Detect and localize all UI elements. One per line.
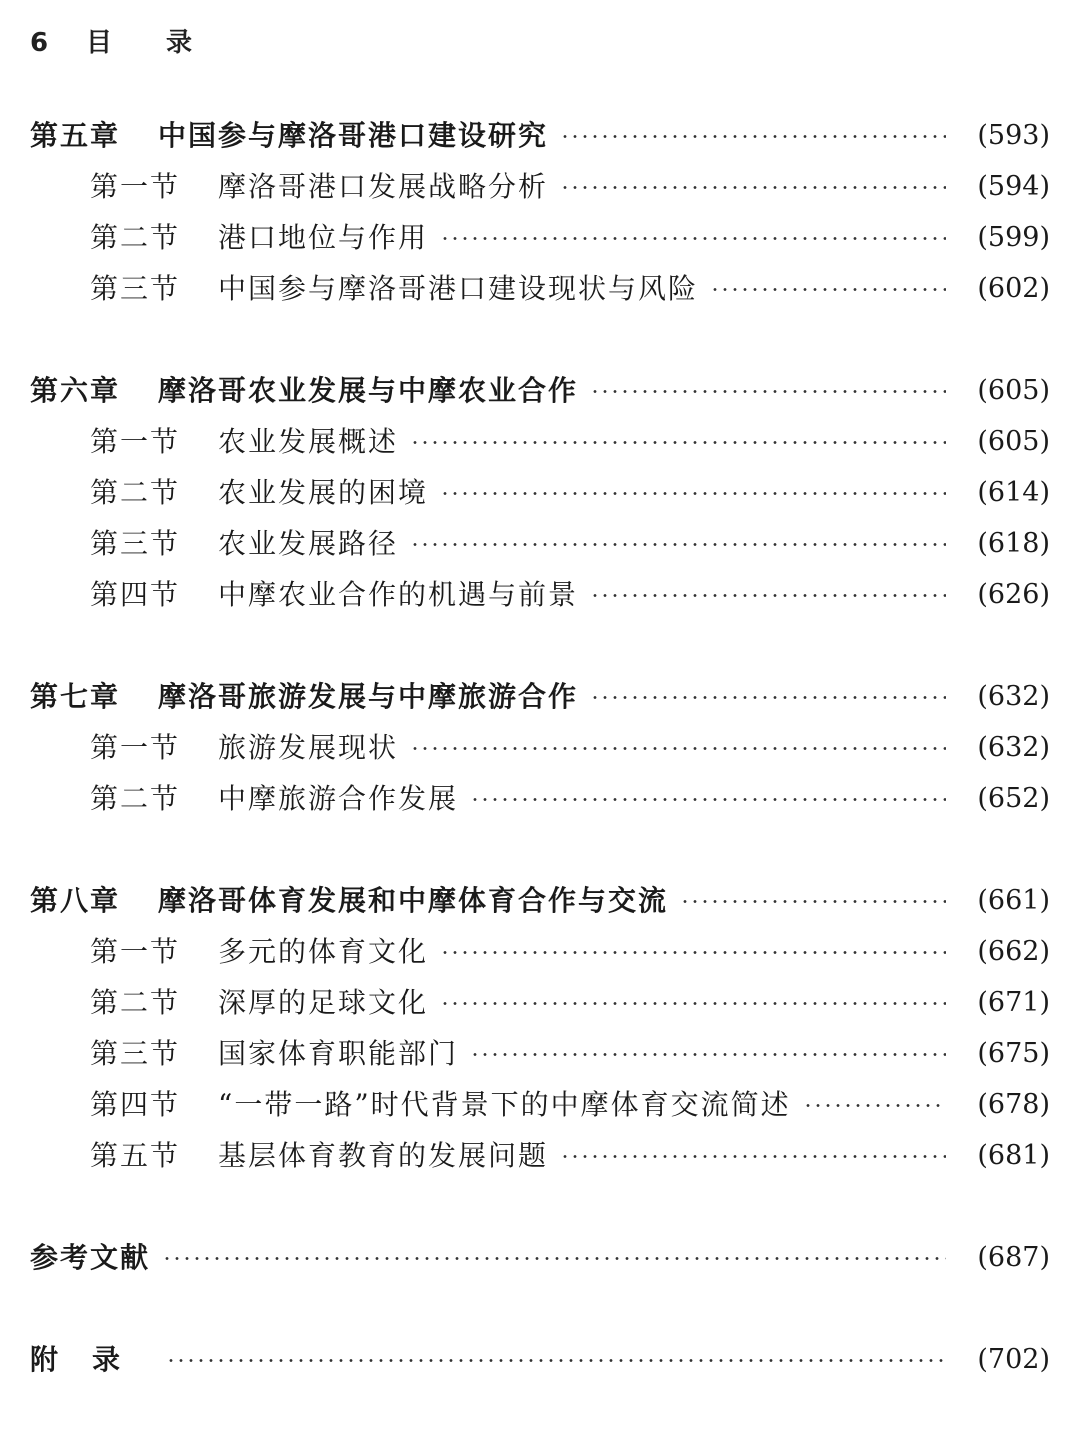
page-number: (605) — [977, 375, 1050, 406]
page-number: (605) — [977, 426, 1050, 457]
leader-dots — [166, 1359, 946, 1362]
leader-dots — [410, 543, 946, 546]
page-number: (614) — [977, 477, 1050, 508]
section-label: 第三节 — [90, 1037, 181, 1070]
section-label: 第一节 — [90, 425, 181, 458]
page-number: (632) — [977, 732, 1050, 763]
leader-dots — [710, 288, 946, 291]
chapter-label: 第八章 — [30, 884, 121, 917]
leader-dots — [440, 237, 946, 240]
header-page-number: 6 — [30, 28, 49, 58]
toc-section-entry[interactable] — [90, 167, 1050, 207]
toc-appendix-entry[interactable] — [30, 1340, 1050, 1380]
toc-section-entry[interactable] — [90, 932, 1050, 972]
page-number: (594) — [977, 171, 1050, 202]
page-number: (652) — [977, 783, 1050, 814]
section-label: 第二节 — [90, 476, 181, 509]
page-number: (661) — [977, 885, 1050, 916]
leader-dots — [410, 747, 946, 750]
leader-dots — [560, 1155, 946, 1158]
toc-section-entry[interactable] — [90, 1136, 1050, 1176]
chapter-title: 摩洛哥旅游发展与中摩旅游合作 — [158, 680, 579, 713]
section-label: 第四节 — [90, 1088, 181, 1121]
section-label: 第五节 — [90, 1139, 181, 1172]
header-title-char-1: 目 — [86, 28, 113, 58]
page-number: (671) — [977, 987, 1050, 1018]
chapter-label: 第五章 — [30, 119, 121, 152]
toc-chapter-entry[interactable] — [30, 116, 1050, 156]
page-number: (618) — [977, 528, 1050, 559]
toc-chapter-entry[interactable] — [30, 881, 1050, 921]
toc-chapter-entry[interactable] — [30, 677, 1050, 717]
toc-section-entry[interactable] — [90, 422, 1050, 462]
section-title: 农业发展的困境 — [218, 476, 429, 509]
section-label: 第四节 — [90, 578, 181, 611]
page-number: (626) — [977, 579, 1050, 610]
toc-section-entry[interactable] — [90, 1085, 1050, 1125]
section-title: 农业发展路径 — [218, 527, 399, 560]
section-label: 第三节 — [90, 527, 181, 560]
leader-dots — [470, 1053, 946, 1056]
section-label: 第一节 — [90, 731, 181, 764]
toc-section-entry[interactable] — [90, 779, 1050, 819]
leader-dots — [560, 186, 946, 189]
leader-dots — [410, 441, 946, 444]
section-title: 港口地位与作用 — [218, 221, 429, 254]
chapter-title: 摩洛哥农业发展与中摩农业合作 — [158, 374, 579, 407]
page-number: (675) — [977, 1038, 1050, 1069]
toc-references-entry[interactable] — [30, 1238, 1050, 1278]
section-title: 旅游发展现状 — [218, 731, 399, 764]
section-label: 第二节 — [90, 221, 181, 254]
toc-section-entry[interactable] — [90, 269, 1050, 309]
appendix-title: 附录 — [30, 1343, 155, 1376]
chapter-label: 第六章 — [30, 374, 121, 407]
toc-section-entry[interactable] — [90, 728, 1050, 768]
section-title: 摩洛哥港口发展战略分析 — [218, 170, 549, 203]
section-title: 中摩农业合作的机遇与前景 — [218, 578, 579, 611]
leader-dots — [162, 1257, 946, 1260]
leader-dots — [590, 696, 946, 699]
page-number: (632) — [977, 681, 1050, 712]
toc-section-entry[interactable] — [90, 218, 1050, 258]
section-title: 多元的体育文化 — [218, 935, 429, 968]
page-number: (681) — [977, 1140, 1050, 1171]
toc-chapter-entry[interactable] — [30, 371, 1050, 411]
section-label: 第一节 — [90, 935, 181, 968]
chapter-label: 第七章 — [30, 680, 121, 713]
leader-dots — [440, 1002, 946, 1005]
section-label: 第一节 — [90, 170, 181, 203]
section-title: 深厚的足球文化 — [218, 986, 429, 1019]
chapter-title: 摩洛哥体育发展和中摩体育合作与交流 — [158, 884, 669, 917]
page-number: (593) — [977, 120, 1050, 151]
leader-dots — [803, 1104, 946, 1107]
page-number: (599) — [977, 222, 1050, 253]
leader-dots — [680, 900, 946, 903]
page-number: (602) — [977, 273, 1050, 304]
header-title-char-2: 录 — [166, 28, 193, 58]
toc-section-entry[interactable] — [90, 983, 1050, 1023]
chapter-title: 中国参与摩洛哥港口建设研究 — [158, 119, 549, 152]
leader-dots — [560, 135, 946, 138]
leader-dots — [440, 951, 946, 954]
section-label: 第二节 — [90, 782, 181, 815]
leader-dots — [590, 390, 946, 393]
leader-dots — [470, 798, 946, 801]
section-title: “一带一路”时代背景下的中摩体育交流简述 — [218, 1088, 791, 1121]
section-title: 中国参与摩洛哥港口建设现状与风险 — [218, 272, 699, 305]
toc-section-entry[interactable] — [90, 1034, 1050, 1074]
toc-section-entry[interactable] — [90, 575, 1050, 615]
section-label: 第二节 — [90, 986, 181, 1019]
section-title: 中摩旅游合作发展 — [218, 782, 459, 815]
page-number: (687) — [977, 1242, 1050, 1273]
page-number: (702) — [977, 1344, 1050, 1375]
section-title: 国家体育职能部门 — [218, 1037, 459, 1070]
references-title: 参考文献 — [30, 1241, 151, 1274]
section-title: 农业发展概述 — [218, 425, 399, 458]
leader-dots — [590, 594, 946, 597]
toc-section-entry[interactable] — [90, 524, 1050, 564]
page-number: (678) — [977, 1089, 1050, 1120]
section-title: 基层体育教育的发展问题 — [218, 1139, 549, 1172]
toc-section-entry[interactable] — [90, 473, 1050, 513]
section-label: 第三节 — [90, 272, 181, 305]
page-number: (662) — [977, 936, 1050, 967]
leader-dots — [440, 492, 946, 495]
